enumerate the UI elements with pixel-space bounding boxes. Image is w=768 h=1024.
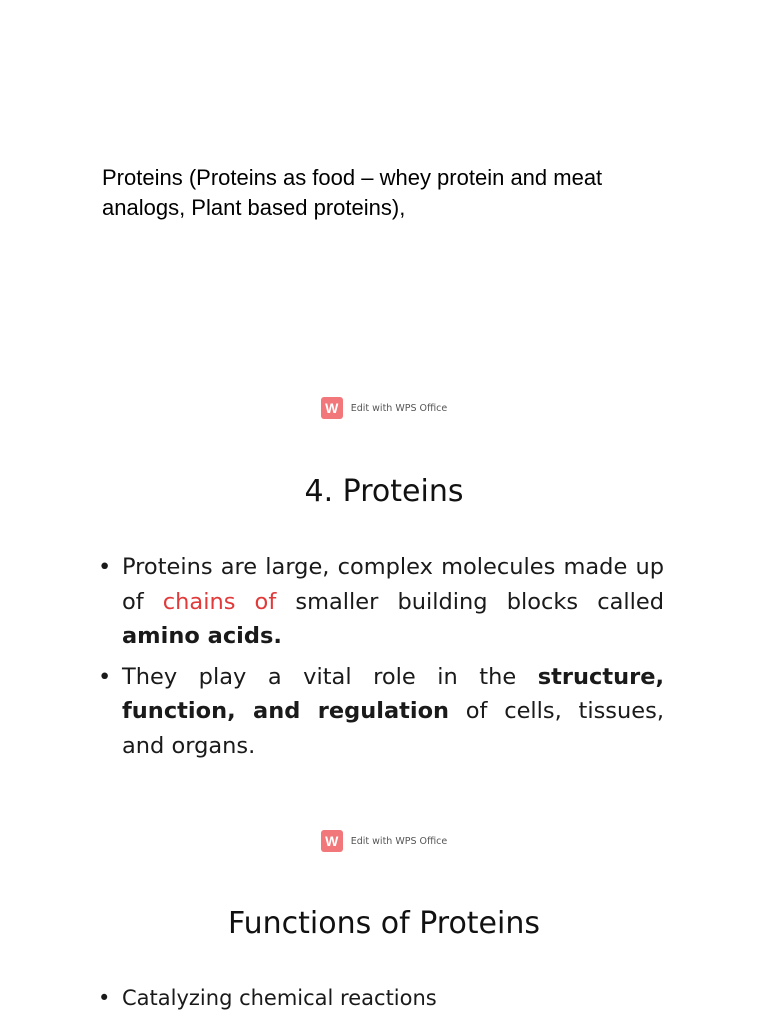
wps-logo-icon: W	[321, 397, 343, 419]
bullet-icon: •	[98, 663, 112, 690]
bullet-text: of cells, tissues, and organs.	[122, 698, 664, 759]
highlighted-text: chains of	[162, 588, 277, 615]
bullet-icon: •	[98, 986, 111, 1010]
wps-watermark-text: Edit with WPS Office	[350, 402, 448, 414]
bold-text: amino acids.	[122, 623, 282, 649]
wps-watermark[interactable]	[0, 396, 768, 420]
bullet-icon: •	[98, 554, 112, 580]
wps-watermark[interactable]	[0, 829, 768, 853]
bullet-item	[98, 982, 664, 1014]
wps-logo-icon: W	[321, 830, 343, 852]
slide-functions-of-proteins	[0, 870, 768, 1024]
slide-title: 4. Proteins	[304, 474, 464, 509]
bullet-text: Proteins are large, complex molecules made up of	[122, 554, 664, 615]
bullet-item	[98, 660, 664, 764]
bullet-text: Catalyzing chemical reactions	[122, 986, 437, 1010]
wps-watermark-text: Edit with WPS Office	[350, 835, 448, 847]
bold-text: structure, function, and regulation	[122, 663, 664, 724]
slide-title: Functions of Proteins	[227, 906, 540, 941]
bullet-list	[98, 982, 664, 1020]
bullet-list	[98, 550, 664, 769]
bullet-text: They play a vital role in the	[122, 663, 538, 690]
bullet-text: smaller building blocks called	[276, 588, 665, 615]
bullet-item	[98, 550, 664, 654]
slide-proteins	[0, 440, 768, 810]
topic-heading: Proteins (Proteins as food – whey protein and meat analogs, Plant based proteins),	[102, 165, 603, 220]
